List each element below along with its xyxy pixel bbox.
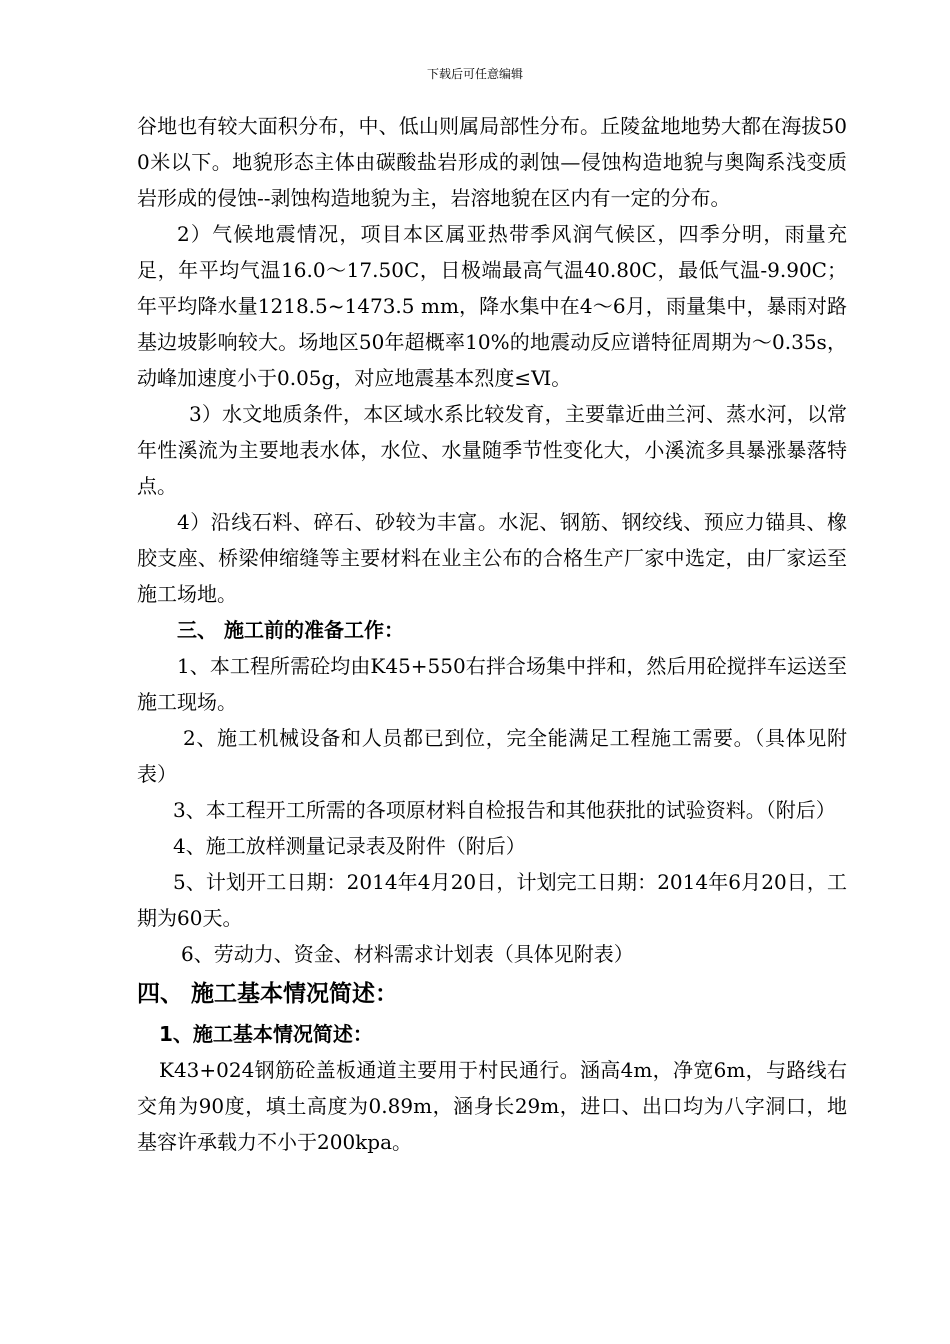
document-body <box>137 108 847 1160</box>
prep-item-6: 6、劳动力、资金、材料需求计划表（具体见附表） <box>181 942 634 966</box>
paragraph-overview: K43+024钢筋砼盖板通道主要用于村民通行。涵高4m，净宽6m，与路线右交角为90度，填土高度为0.89m，涵身长29m，进口、出口均为八字洞口，地基容许承载力不小于200kpa。 <box>137 1058 847 1154</box>
paragraph-landform: 谷地也有较大面积分布，中、低山则属局部性分布。丘陵盆地地势大都在海拔500米以下。地貌形态主体由碳酸盐岩形成的剥蚀—侵蚀构造地貌与奥陶系浅变质岩形成的侵蚀--剥蚀构造地貌为主，岩溶地貌在区内有一定的分布。 <box>137 114 847 210</box>
prep-item-3: 3、本工程开工所需的各项原材料自检报告和其他获批的试验资料。（附后） <box>173 798 836 822</box>
section-heading-preparation: 三、 施工前的准备工作： <box>177 618 404 642</box>
paragraph-climate: 2）气候地震情况，项目本区属亚热带季风润气候区，四季分明，雨量充足，年平均气温16.0～17.50C，日极端最高气温40.80C，最低气温-9.90C；年平均降水量1218.5~1473.5 mm，降水集中在4～6月，雨量集中，暴雨对路基边坡影响较大。场地区50年超概率10%的地震动反应谱特征周期为～0.35s，动峰加速度小于0.05g，对应地震基本烈度≤Ⅵ。 <box>137 222 847 390</box>
prep-item-2: 2、施工机械设备和人员都已到位，完全能满足工程施工需要。（具体见附表） <box>137 726 847 786</box>
paragraph-materials: 4）沿线石料、碎石、砂较为丰富。水泥、钢筋、钢绞线、预应力锚具、橡胶支座、桥梁伸缩缝等主要材料在业主公布的合格生产厂家中选定，由厂家运至施工场地。 <box>137 510 847 606</box>
prep-item-4: 4、施工放样测量记录表及附件（附后） <box>173 834 526 858</box>
section-heading-overview: 四、 施工基本情况简述： <box>137 981 399 1007</box>
prep-item-1: 1、本工程所需砼均由K45+550右拌合场集中拌和，然后用砼搅拌车运送至施工现场。 <box>137 654 847 714</box>
subsection-heading-overview: 1、施工基本情况简述： <box>159 1022 373 1046</box>
paragraph-hydrology: 3）水文地质条件，本区域水系比较发育，主要靠近曲兰河、蒸水河，以常年性溪流为主要地表水体，水位、水量随季节性变化大，小溪流多具暴涨暴落特点。 <box>137 402 847 498</box>
prep-item-5: 5、计划开工日期：2014年4月20日，计划完工日期：2014年6月20日，工期为60天。 <box>137 870 847 930</box>
page-header: 下载后可任意编辑 <box>426 67 523 81</box>
